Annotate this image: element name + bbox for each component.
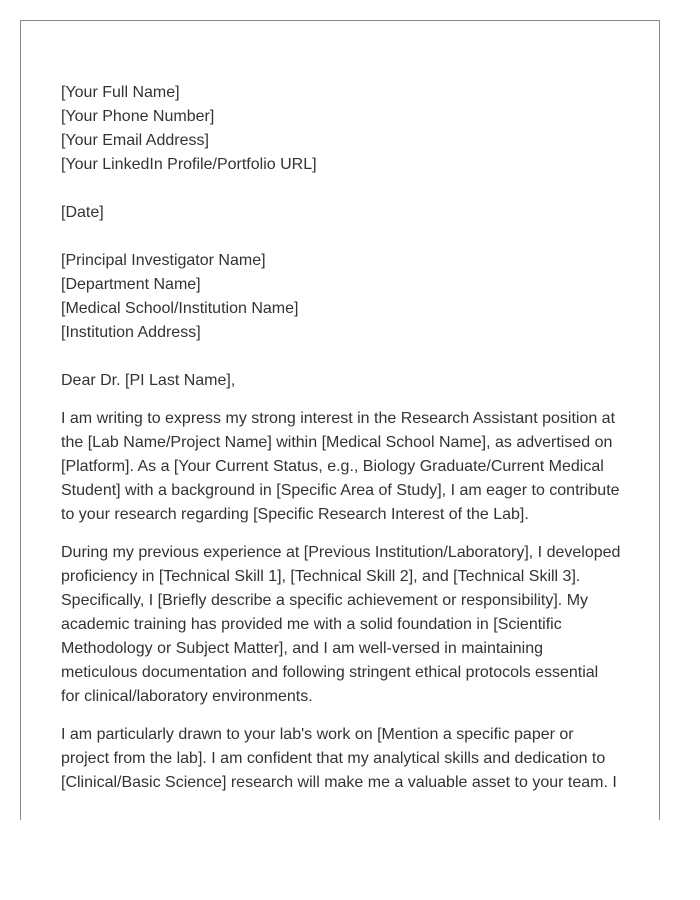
spacer (61, 345, 626, 369)
spacer (61, 527, 626, 541)
sender-phone: [Your Phone Number] (61, 108, 215, 125)
paragraph-line: proficiency in [Technical Skill 1], [Technical Skill 2], and [Technical Skill 3]. (61, 568, 581, 585)
paragraph-line: During my previous experience at [Previous Institution/Laboratory], I developed (61, 544, 621, 561)
date-block (61, 201, 626, 225)
body-paragraph-1 (61, 407, 626, 527)
letter-page (20, 20, 660, 820)
paragraph-line: I am particularly drawn to your lab's work on [Mention a specific paper or (61, 726, 574, 743)
paragraph-line: [Clinical/Basic Science] research will make me a valuable asset to your team. I (61, 774, 617, 791)
salutation-block (61, 369, 626, 393)
recipient-institution: [Medical School/Institution Name] (61, 300, 299, 317)
spacer (61, 393, 626, 407)
paragraph-line: the [Lab Name/Project Name] within [Medical School Name], as advertised on (61, 434, 613, 451)
paragraph-line: academic training has provided me with a solid foundation in [Scientific (61, 616, 562, 633)
paragraph-line: Methodology or Subject Matter], and I am well-versed in maintaining (61, 640, 544, 657)
paragraph-line: for clinical/laboratory environments. (61, 688, 313, 705)
recipient-block (61, 249, 626, 345)
paragraph-line: Specifically, I [Briefly describe a specific achievement or responsibility]. My (61, 592, 589, 609)
salutation: Dear Dr. [PI Last Name], (61, 372, 236, 389)
paragraph-line: [Platform]. As a [Your Current Status, e.g., Biology Graduate/Current Medical (61, 458, 604, 475)
sender-block (61, 81, 626, 177)
paragraph-line: to your research regarding [Specific Research Interest of the Lab]. (61, 506, 529, 523)
sender-full-name: [Your Full Name] (61, 84, 180, 101)
spacer (61, 177, 626, 201)
body-paragraph-3 (61, 723, 626, 795)
recipient-address: [Institution Address] (61, 324, 201, 341)
letter-date: [Date] (61, 204, 104, 221)
sender-profile-url: [Your LinkedIn Profile/Portfolio URL] (61, 156, 317, 173)
paragraph-line: Student] with a background in [Specific Area of Study], I am eager to contribute (61, 482, 620, 499)
spacer (61, 709, 626, 723)
letter-content (61, 81, 626, 795)
spacer (61, 225, 626, 249)
paragraph-line: I am writing to express my strong interest in the Research Assistant position at (61, 410, 616, 427)
paragraph-line: meticulous documentation and following stringent ethical protocols essential (61, 664, 599, 681)
recipient-department: [Department Name] (61, 276, 201, 293)
body-paragraph-2 (61, 541, 626, 709)
recipient-pi-name: [Principal Investigator Name] (61, 252, 266, 269)
paragraph-line: project from the lab]. I am confident that my analytical skills and dedication to (61, 750, 606, 767)
sender-email: [Your Email Address] (61, 132, 209, 149)
